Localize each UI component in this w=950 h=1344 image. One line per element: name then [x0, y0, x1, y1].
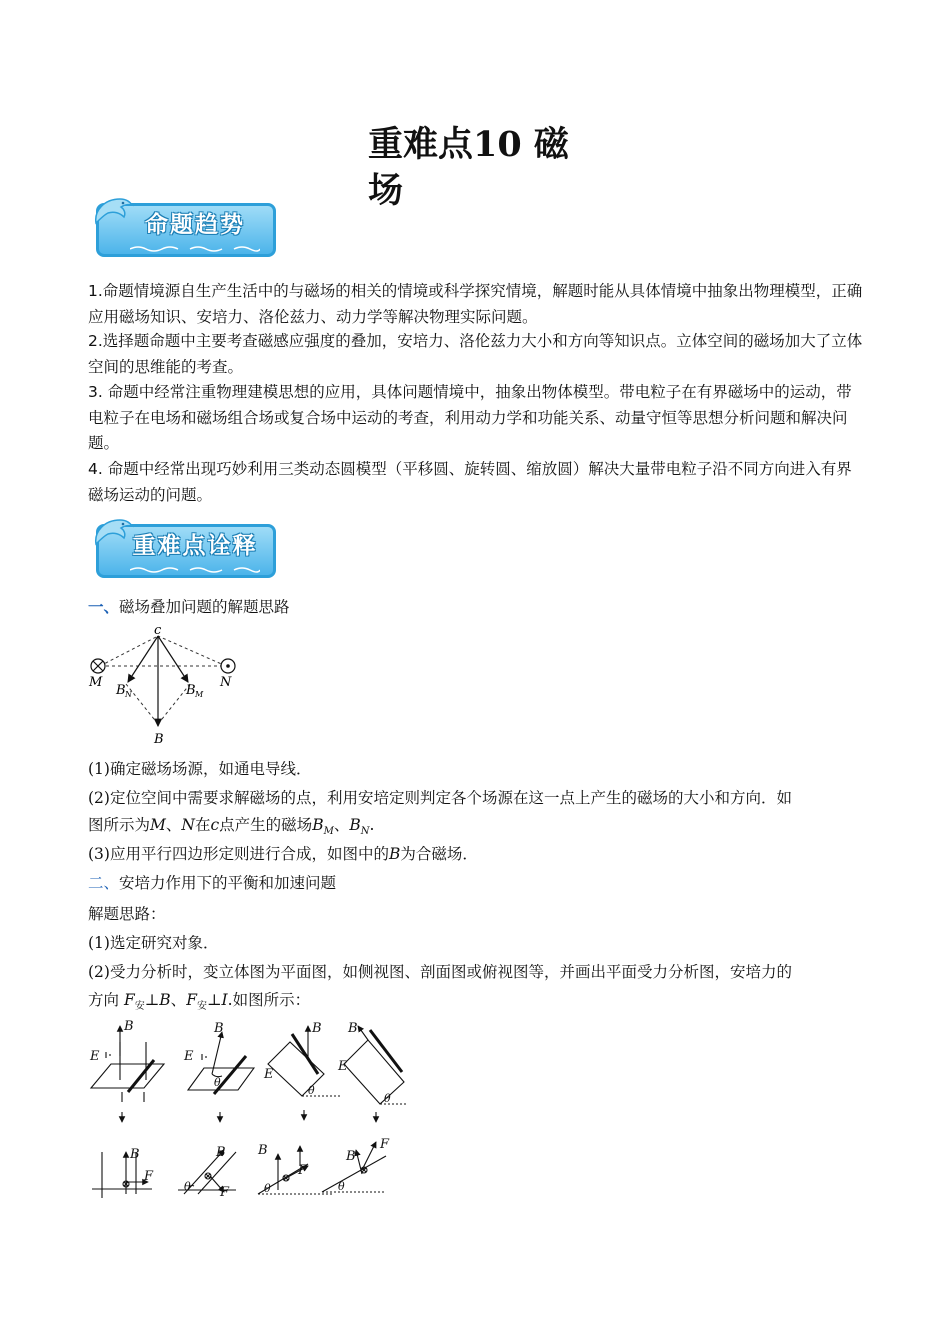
section-1-step-2b: 图所示为M、N在c点产生的磁场$B_M$、$B_N$. — [88, 816, 375, 838]
label-theta-2: θ — [214, 1076, 221, 1089]
label-B-3b: B — [258, 1143, 268, 1158]
trend-item-2: 2.选择题命题中主要考查磁感应强度的叠加，安培力、洛伦兹力大小和方向等知识点。立体空间的磁场加大了立体空间的思维能的考查。 — [88, 332, 863, 376]
wave-decoration — [130, 245, 260, 253]
section-2-step-1: (1)选定研究对象． — [88, 934, 219, 952]
label-BM: B — [186, 683, 196, 698]
label-BN-sub: N — [125, 690, 132, 699]
section-1-step-2a: (2)定位空间中需要求解磁场的点，利用安培定则判定各个场源在这一点上产生的磁场的大小和方向．如 — [88, 789, 792, 807]
ampere-force-diagram — [86, 1018, 416, 1200]
section-2-intro: 解题思路： — [88, 905, 166, 923]
superposition-diagram — [86, 622, 246, 750]
trend-item-3: 3. 命题中经常注重物理建模思想的应用，具体问题情境中，抽象出物体模型。带电粒子在有界磁场中的运动，带电粒子在电场和磁场组合场或复合场中运动的考查，利用动力学和功能关系、动量守恒等思想分析问题和解决问题。 — [88, 383, 852, 452]
label-M: M — [89, 675, 103, 690]
section-1-step-3: (3)应用平行四边形定则进行合成，如图中的B为合磁场． — [88, 845, 478, 863]
label-B-1: B — [124, 1019, 134, 1034]
section-2-step-2b: 方向 $F_安\perp B$、$F_安\perp I$.如图所示： — [88, 991, 311, 1013]
label-theta-3: θ — [308, 1084, 315, 1097]
label-theta-4: θ — [384, 1092, 391, 1105]
label-BM-sub: M — [195, 690, 204, 699]
section-2-step-2a: (2)受力分析时，变立体图为平面图，如侧视图、剖面图或俯视图等，并画出平面受力分析图，安培力的 — [88, 963, 792, 981]
explain-banner — [90, 514, 282, 584]
label-F-3b: F — [298, 1163, 308, 1178]
section-1-step-1: (1)确定磁场场源，如通电导线． — [88, 760, 312, 778]
trend-item-4: 4. 命题中经常出现巧妙利用三类动态圆模型（平移圆、旋转圆、缩放圆）解决大量带电粒子沿不同方向进入有界磁场运动的问题。 — [88, 460, 852, 504]
label-B-3: B — [312, 1021, 322, 1036]
label-B-1b: B — [130, 1147, 140, 1162]
page-title: 重难点10 磁场 — [368, 124, 569, 211]
label-BN: B — [116, 683, 126, 698]
label-E-3: E — [264, 1067, 274, 1082]
section-1-heading: 一、磁场叠加问题的解题思路 — [88, 598, 290, 616]
wave-decoration — [130, 566, 260, 574]
label-B-4b: B — [346, 1149, 356, 1164]
label-F-4b: F — [380, 1137, 390, 1152]
label-E-4: E — [338, 1059, 348, 1074]
label-E-1: E — [90, 1049, 100, 1064]
banner-label: 重难点诠释 — [132, 533, 258, 559]
trend-banner — [90, 193, 282, 263]
label-B-2: B — [214, 1021, 224, 1036]
label-theta-3b: θ — [264, 1182, 271, 1195]
section-2-heading: 二、安培力作用下的平衡和加速问题 — [88, 874, 337, 892]
label-F-2b: F — [220, 1185, 230, 1200]
label-B-4: B — [348, 1021, 358, 1036]
label-c: c — [154, 623, 162, 638]
label-E-2: E — [184, 1049, 194, 1064]
trend-item-1: 1.命题情境源自生产生活中的与磁场的相关的情境或科学探究情境，解题时能从具体情境中抽象出物理模型，正确应用磁场知识、安培力、洛伦兹力、动力学等解决物理实际问题。 — [88, 282, 863, 326]
label-N: N — [220, 675, 232, 690]
label-F-1b: F — [144, 1169, 154, 1184]
label-theta-4b: θ — [338, 1180, 345, 1193]
label-B: B — [154, 732, 164, 747]
label-theta-2b: θ — [184, 1180, 191, 1193]
label-B-2b: B — [216, 1145, 226, 1160]
banner-label: 命题趋势 — [145, 212, 245, 238]
